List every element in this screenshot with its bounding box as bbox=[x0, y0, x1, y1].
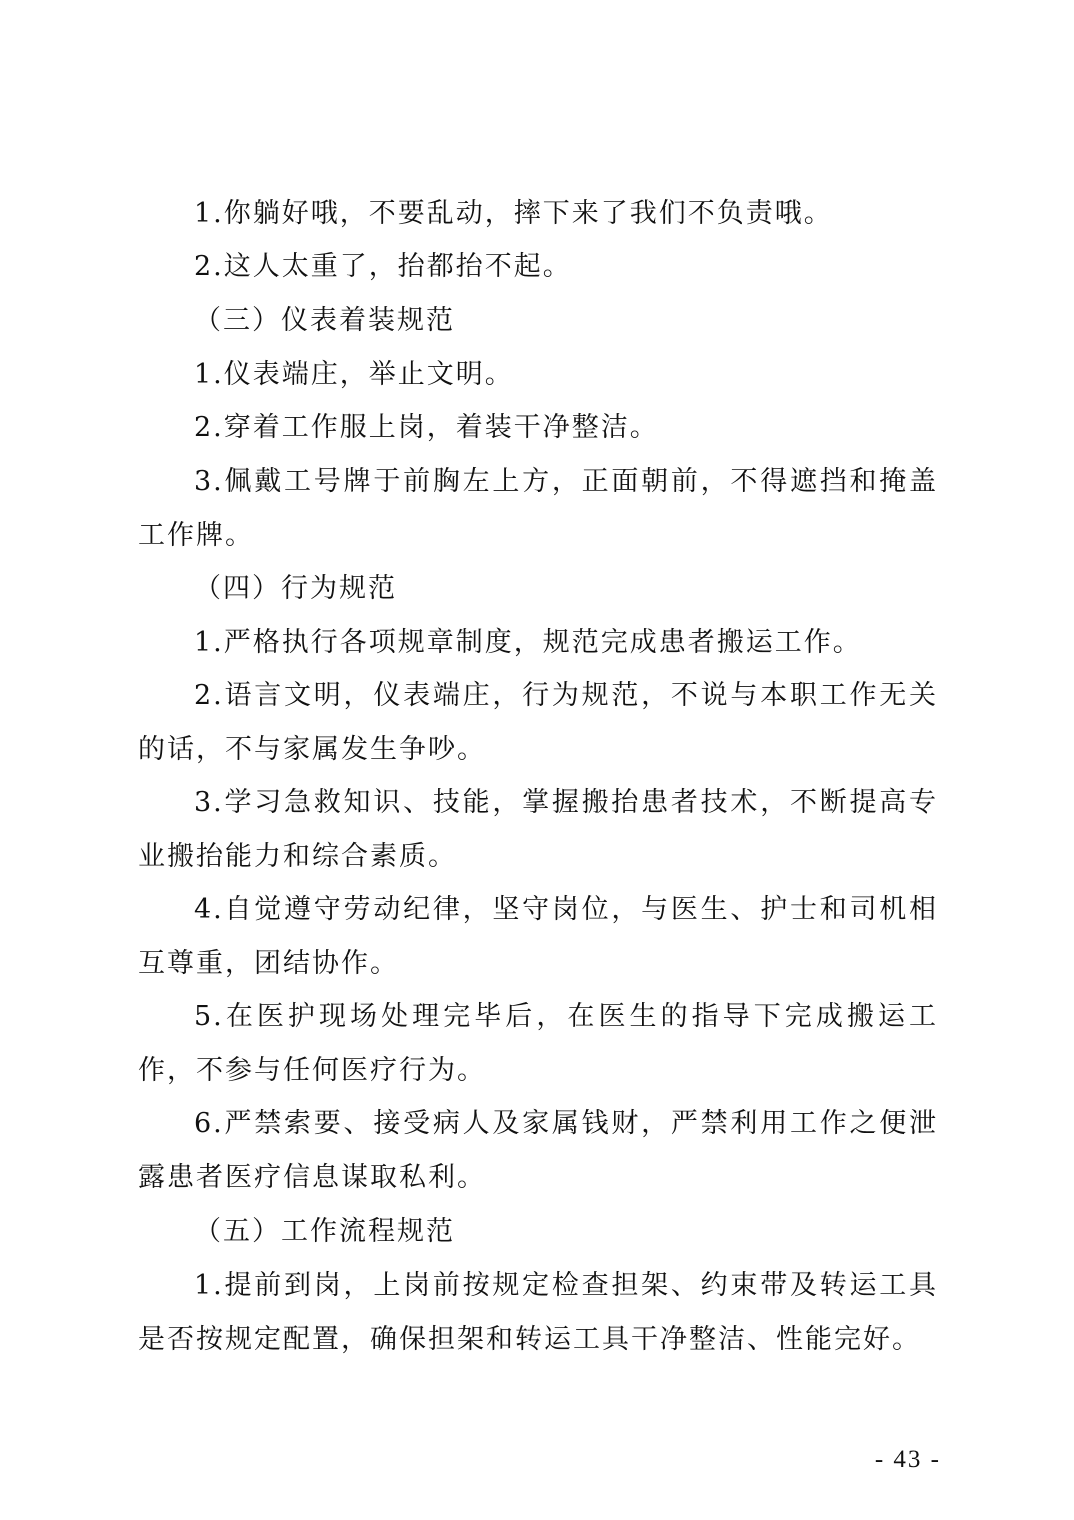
section4-item-4: 4.自觉遵守劳动纪律，坚守岗位，与医生、护士和司机相互尊重，团结协作。 bbox=[138, 894, 938, 979]
section4-item-3: 3.学习急救知识、技能，掌握搬抬患者技术，不断提高专业搬抬能力和综合素质。 bbox=[138, 787, 938, 872]
page-number: - 43 - bbox=[874, 1446, 941, 1473]
paragraph-line-2: 2.这人太重了，抬都抬不起。 bbox=[194, 251, 572, 282]
section4-item-2: 2.语言文明，仪表端庄，行为规范，不说与本职工作无关的话，不与家属发生争吵。 bbox=[138, 680, 938, 765]
section3-item-2: 2.穿着工作服上岗，着装干净整洁。 bbox=[194, 412, 659, 443]
section-heading-4: （四）行为规范 bbox=[194, 573, 397, 604]
section4-item-6: 6.严禁索要、接受病人及家属钱财，严禁利用工作之便泄露患者医疗信息谋取私利。 bbox=[138, 1108, 938, 1193]
section-heading-5: （五）工作流程规范 bbox=[194, 1216, 455, 1247]
section4-item-1: 1.严格执行各项规章制度，规范完成患者搬运工作。 bbox=[194, 627, 862, 658]
section-heading-3: （三）仪表着装规范 bbox=[194, 305, 455, 336]
section3-item-1: 1.仪表端庄，举止文明。 bbox=[194, 359, 514, 390]
paragraph-line-1: 1.你躺好哦，不要乱动，摔下来了我们不负责哦。 bbox=[194, 198, 833, 229]
section3-item-3: 3.佩戴工号牌于前胸左上方，正面朝前，不得遮挡和掩盖工作牌。 bbox=[138, 466, 938, 551]
section5-item-1: 1.提前到岗，上岗前按规定检查担架、约束带及转运工具是否按规定配置，确保担架和转运工具干净整洁、性能完好。 bbox=[138, 1270, 938, 1355]
section4-item-5: 5.在医护现场处理完毕后，在医生的指导下完成搬运工作，不参与任何医疗行为。 bbox=[138, 1001, 938, 1086]
